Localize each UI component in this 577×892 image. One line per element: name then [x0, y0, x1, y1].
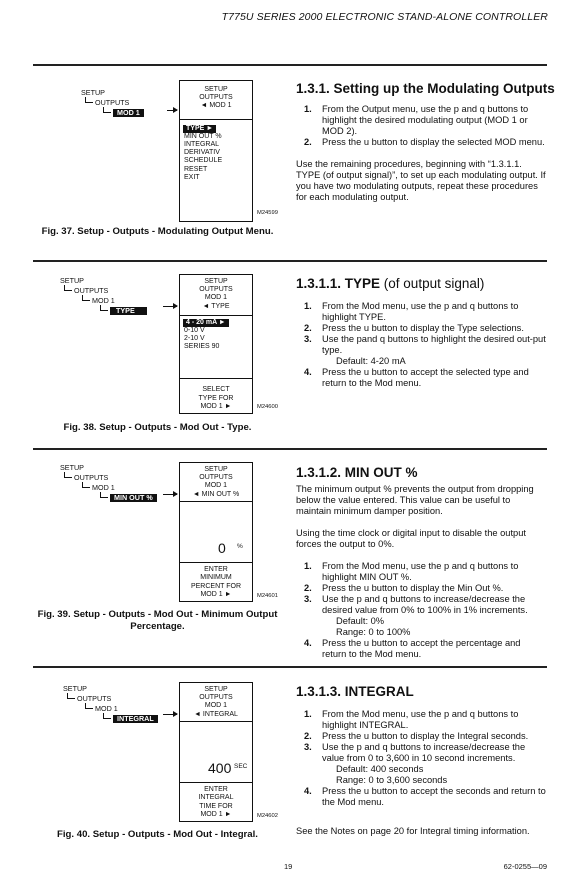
step: 2. Press the u button to display the Type selections. [304, 323, 524, 333]
lcd-screen [179, 462, 253, 602]
pointer-arrow [163, 494, 177, 495]
value-display: 400 [208, 760, 232, 776]
pointer-arrow [167, 110, 177, 111]
range-value: Range: 0 to 3,600 seconds [336, 775, 448, 785]
step: 1. From the Mod menu, use the p and q buttons to highlight TYPE. [304, 301, 519, 322]
section-body [296, 484, 546, 660]
divider [33, 448, 547, 450]
paragraph: The minimum output % prevents the output from dropping below the value entered. This value can be useful to maintain minimum damper position. [296, 484, 534, 516]
default-value: Default: 400 seconds [336, 764, 424, 774]
step: 1. From the Mod menu, use the p and q buttons to highlight MIN OUT %. [304, 561, 519, 582]
figure-code: M24599 [257, 210, 278, 216]
page-header: T775U SERIES 2000 ELECTRONIC STAND-ALONE CONTROLLER [221, 11, 548, 23]
section-body [296, 301, 546, 389]
menu-item: 0-10 V [184, 327, 205, 335]
screen-menu [180, 120, 252, 182]
step: 2. Press the u button to display the Min Out %. [304, 583, 504, 593]
tree-node: OUTPUTS [67, 693, 122, 703]
default-value: Default: 4-20 mA [336, 356, 406, 366]
menu-item: SERIES 90 [184, 343, 220, 351]
tree-node: SETUP [60, 276, 84, 285]
screen-title: SETUP OUTPUTS MOD 1 ◄ MIN OUT % [180, 463, 252, 502]
section-heading: 1.3.1.2. MIN OUT % [296, 465, 418, 480]
screen-title: SETUP OUTPUTS ◄ MOD 1 [180, 81, 252, 120]
menu-tree [60, 276, 135, 315]
figure-caption: Fig. 38. Setup - Outputs - Mod Out - Type. [63, 422, 252, 433]
tree-node: MOD 1 [85, 703, 140, 713]
lcd-screen [179, 682, 253, 822]
screen-prompt: SELECT TYPE FOR MOD 1 ► [180, 378, 252, 413]
divider [33, 260, 547, 262]
tree-node: OUTPUTS [64, 472, 121, 482]
tree-node: OUTPUTS [85, 97, 129, 107]
screen-prompt: ENTER INTEGRAL TIME FOR MOD 1 ► [180, 782, 252, 821]
tree-node-selected: INTEGRAL [103, 713, 158, 723]
menu-item: RESET [184, 165, 208, 173]
value-unit: SEC [234, 763, 248, 770]
tree-node: SETUP [60, 463, 84, 472]
menu-tree [81, 88, 140, 117]
figure-caption: Fig. 40. Setup - Outputs - Mod Out - Integral. [57, 829, 258, 840]
figure-code: M24601 [257, 593, 278, 599]
tree-node: MOD 1 [82, 482, 139, 492]
divider [33, 666, 547, 668]
section-body [296, 104, 546, 203]
menu-item: EXIT [184, 173, 200, 181]
figure-caption: Fig. 37. Setup - Outputs - Modulating Output Menu. [41, 226, 274, 237]
paragraph: Use the remaining procedures, beginning with “1.3.1.1. TYPE (of output signal)”, to set up each modulating output. If you have two modulating outputs, repeat these procedures for each modulating output. [296, 159, 546, 202]
divider [33, 64, 547, 66]
tree-node-selected: MIN OUT % [100, 492, 157, 502]
screen-title: SETUP OUTPUTS MOD 1 ◄ TYPE [180, 275, 252, 316]
menu-item: INTEGRAL [184, 141, 220, 149]
document-number: 62-0255—09 [503, 862, 547, 871]
step: 1. From the Mod menu, use the p and q buttons to highlight INTEGRAL. [304, 709, 519, 730]
tree-node: MOD 1 [82, 295, 129, 305]
figure-code: M24600 [257, 404, 278, 410]
screen-menu [180, 316, 252, 352]
tree-node: SETUP [63, 684, 87, 693]
value-unit: % [237, 543, 243, 550]
value-display: 0 [218, 540, 226, 556]
screen-prompt: ENTER MINIMUM PERCENT FOR MOD 1 ► [180, 562, 252, 601]
menu-tree [60, 463, 153, 502]
step: 4. Press the u button to accept the selected type and return to the Mod menu. [304, 367, 529, 388]
section-heading: 1.3.1. Setting up the Modulating Outputs [296, 81, 555, 96]
menu-item: 2-10 V [184, 335, 205, 343]
menu-item: DERIVATIV [184, 149, 220, 157]
step: 4. Press the u button to accept the seconds and return to the Mod menu. [304, 786, 546, 807]
tree-node-selected: TYPE [100, 305, 147, 315]
step: 3. Use the p and q buttons to increase/decrease the value from 0 to 3,600 in 10 second increments. Default: 400 seconds Range: 0 to 3,600 seconds [296, 742, 546, 786]
step: 3. Use the pand q buttons to highlight the desired out-put type. Default: 4-20 mA [304, 334, 546, 366]
tree-node-selected: MOD 1 [103, 107, 147, 117]
pointer-arrow [163, 714, 177, 715]
tree-node: SETUP [81, 88, 105, 97]
section-heading: 1.3.1.3. INTEGRAL [296, 684, 414, 699]
lcd-screen [179, 274, 253, 414]
tree-node: OUTPUTS [64, 285, 111, 295]
menu-item-selected: TYPE ► [183, 125, 216, 133]
lcd-screen [179, 80, 253, 222]
range-value: Range: 0 to 100% [336, 627, 411, 637]
menu-tree [63, 684, 154, 723]
step: 2. Press the u button to display the Integral seconds. [304, 731, 529, 741]
page-number: 19 [284, 862, 293, 871]
menu-item: SCHEDULE [184, 157, 223, 165]
paragraph: Using the time clock or digital input to disable the output forces the output to 0%. [296, 528, 526, 549]
figure-code: M24602 [257, 813, 278, 819]
pointer-arrow [163, 306, 177, 307]
menu-item-selected: 4 - 20 mA ► [183, 319, 229, 327]
section-body [296, 709, 546, 808]
step: 3. Use the p and q buttons to increase/decrease the desired value from 0% to 100% in 1% increments. Default: 0% Range: 0 to 100% [296, 594, 546, 638]
step: 2. Press the u button to display the selected MOD menu. [304, 137, 545, 147]
menu-item: MIN OUT % [184, 132, 222, 140]
section-heading: 1.3.1.1. TYPE (of output signal) [296, 276, 485, 291]
note-paragraph: See the Notes on page 20 for Integral timing information. [296, 826, 530, 836]
screen-title: SETUP OUTPUTS MOD 1 ◄ INTEGRAL [180, 683, 252, 722]
step: 1. From the Output menu, use the p and q buttons to highlight the desired modulating output (MOD 1 or MOD 2). [304, 104, 529, 136]
figure-caption: Fig. 39. Setup - Outputs - Mod Out - Minimum Output Percentage. [37, 609, 278, 632]
step: 4. Press the u button to accept the percentage and return to the Mod menu. [304, 638, 521, 659]
default-value: Default: 0% [336, 616, 385, 626]
